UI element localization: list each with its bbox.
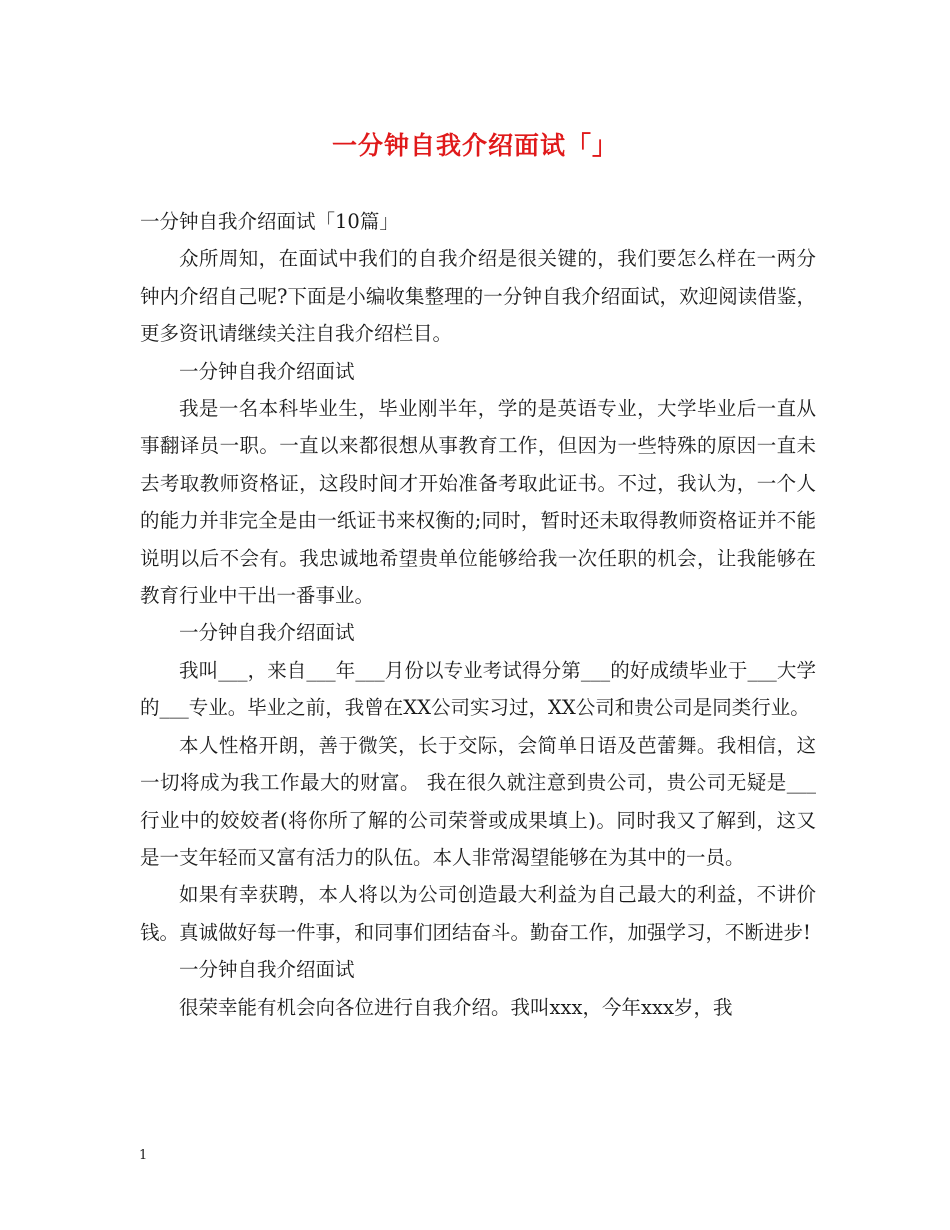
paragraph: 我叫___，来自___年___月份以专业考试得分第___的好成绩毕业于___大学的___专业。毕业之前，我曾在XX公司实习过，XX公司和贵公司是同类行业。: [140, 658, 816, 720]
paragraph: 如果有幸获聘，本人将以为公司创造最大利益为自己最大的利益，不讲价钱。真诚做好每一件事，和同事们团结奋斗。勤奋工作，加强学习，不断进步!: [140, 883, 816, 944]
paragraph-intro: 众所周知，在面试中我们的自我介绍是很关键的，我们要怎么样在一两分钟内介绍自己呢?下面是小编收集整理的一分钟自我介绍面试，欢迎阅读借鉴，更多资讯请继续关注自我介绍栏目。: [140, 247, 816, 346]
paragraph: 很荣幸能有机会向各位进行自我介绍。我叫xxx，今年xxx岁，我: [179, 995, 733, 1019]
section-heading: 一分钟自我介绍面试: [179, 359, 355, 383]
paragraph: 本人性格开朗，善于微笑，长于交际，会简单日语及芭蕾舞。我相信，这一切将成为我工作最大的财富。 我在很久就注意到贵公司，贵公司无疑是___行业中的姣姣者(将你所了解的公司荣誉或成果填上)。同时我又了解到，这又是一支年轻而又富有活力的队伍。本人非常渴望能够在为其中的一员。: [140, 733, 816, 869]
document-body: [140, 203, 816, 1026]
section-heading: 一分钟自我介绍面试: [179, 621, 355, 645]
paragraph: 我是一名本科毕业生，毕业刚半年，学的是英语专业，大学毕业后一直从事翻译员一职。一直以来都很想从事教育工作，但因为一些特殊的原因一直未去考取教师资格证，这段时间才开始准备考取此证书。不过，我认为，一个人的能力并非完全是由一纸证书来权衡的;同时，暂时还未取得教师资格证并不能说明以后不会有。我忠诚地希望贵单位能够给我一次任职的机会，让我能够在教育行业中干出一番事业。: [140, 397, 816, 608]
section-heading: 一分钟自我介绍面试: [179, 958, 355, 982]
document-title: 一分钟自我介绍面试「」: [331, 131, 618, 160]
page-number: 1: [139, 1148, 148, 1163]
paragraph-subtitle: 一分钟自我介绍面试「10篇」: [140, 210, 399, 233]
